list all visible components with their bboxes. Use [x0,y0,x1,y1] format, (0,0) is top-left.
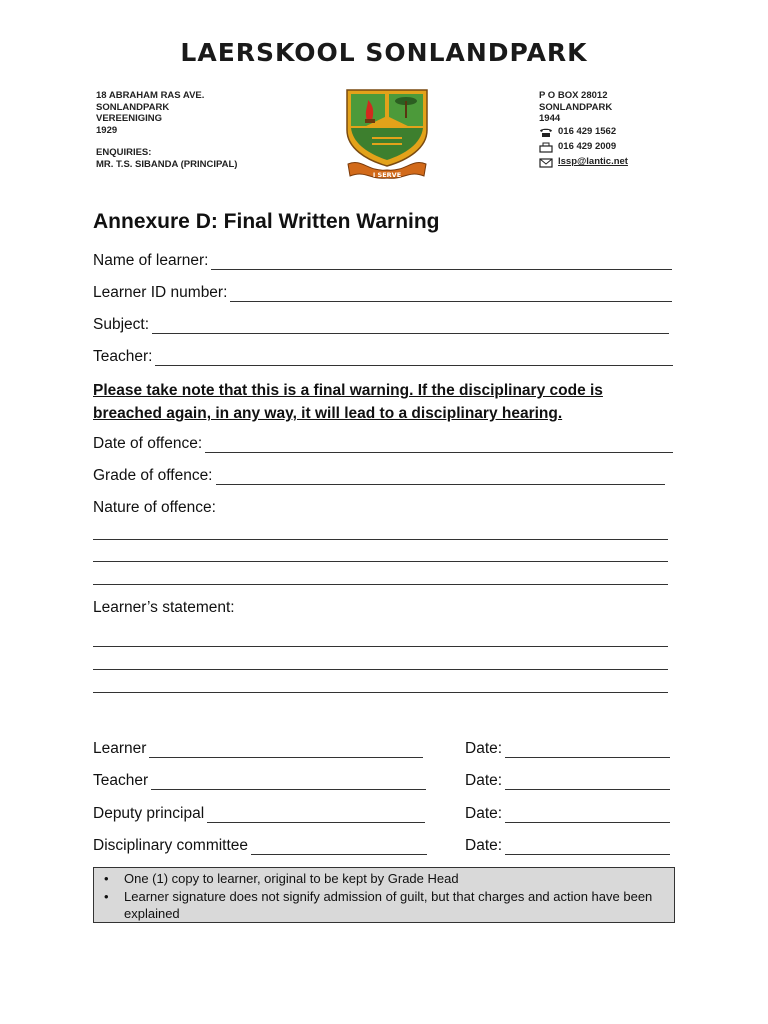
date-line[interactable] [505,744,670,758]
email-link[interactable]: lssp@lantic.net [558,156,628,168]
fax-number: 016 429 2009 [558,141,617,153]
learners-statement-line[interactable] [93,692,668,693]
nature-of-offence-label: Nature of offence: [93,499,216,516]
signature-line[interactable] [149,744,423,758]
signature-line[interactable] [151,776,426,790]
school-address [96,90,237,170]
signature-line[interactable] [207,809,425,823]
signature-label: Deputy principal [93,805,205,822]
notice-line: Please take note that this is a final warning. If the disciplinary code is [93,382,603,399]
phone-row [539,125,628,140]
field-grade-of-offence[interactable] [93,467,665,485]
address-line: 18 ABRAHAM RAS AVE. [96,90,205,101]
date-line[interactable] [505,776,670,790]
phone-icon [539,127,553,138]
date-line[interactable] [505,841,670,855]
notice-line: breached again, in any way, it will lead to a disciplinary hearing. [93,405,563,422]
signature-line[interactable] [251,841,427,855]
date-label: Date: [465,772,503,789]
enquiries-contact: MR. T.S. SIBANDA (PRINCIPAL) [96,158,238,170]
school-contact [539,90,628,170]
final-warning-notice [93,379,653,425]
fax-row [539,140,628,155]
enquiries-label: ENQUIRIES: [96,147,152,158]
note-item: • One (1) copy to learner, original to be kept by Grade Head [102,870,668,888]
learners-statement-line[interactable] [93,669,668,670]
nature-of-offence-line[interactable] [93,539,668,540]
fill-line[interactable] [155,352,673,366]
date-learner[interactable] [465,740,670,758]
learners-statement-line[interactable] [93,646,668,647]
field-date-of-offence[interactable] [93,435,673,453]
address-line: VEREENIGING [96,113,162,124]
school-name: LAERSKOOL SONLANDPARK [180,38,588,67]
signature-teacher[interactable] [93,772,426,790]
address-line: 1929 [96,124,118,136]
date-teacher[interactable] [465,772,670,790]
field-learner-id[interactable] [93,284,672,302]
fill-line[interactable] [216,471,666,485]
date-line[interactable] [505,809,670,823]
date-deputy-principal[interactable] [465,805,670,823]
field-label: Name of learner: [93,252,209,269]
nature-of-offence-line[interactable] [93,584,668,585]
field-label: Date of offence: [93,435,203,452]
date-disciplinary-committee[interactable] [465,837,670,855]
field-label: Teacher: [93,348,153,365]
signature-learner[interactable] [93,740,423,758]
postal-line: SONLANDPARK [539,101,613,113]
school-crest-logo [342,86,432,182]
postal-line: P O BOX 28012 [539,90,608,101]
date-label: Date: [465,837,503,854]
phone-number: 016 429 1562 [558,126,617,138]
address-line: SONLANDPARK [96,101,170,113]
crest-motto: I SERVE [372,171,402,179]
fill-line[interactable] [205,439,673,453]
date-label: Date: [465,805,503,822]
field-subject[interactable] [93,316,669,334]
field-teacher[interactable] [93,348,673,366]
field-label: Subject: [93,316,150,333]
field-label: Grade of offence: [93,467,213,484]
signature-label: Disciplinary committee [93,837,249,854]
postal-line: 1944 [539,113,561,124]
signature-deputy-principal[interactable] [93,805,425,823]
learners-statement-label: Learner’s statement: [93,599,235,616]
field-name-of-learner[interactable] [93,252,672,270]
signature-label: Teacher [93,772,149,789]
signature-label: Learner [93,740,147,757]
fill-line[interactable] [230,288,672,302]
document-title: Annexure D: Final Written Warning [93,210,440,233]
email-icon [539,157,553,168]
fax-icon [539,142,553,153]
email-row [539,155,628,170]
signature-disciplinary-committee[interactable] [93,837,427,855]
field-label: Learner ID number: [93,284,228,301]
date-label: Date: [465,740,503,757]
fill-line[interactable] [211,256,672,270]
fill-line[interactable] [152,320,669,334]
note-item: • Learner signature does not signify admission of guilt, but that charges and action have been explained [102,888,668,923]
nature-of-offence-line[interactable] [93,561,668,562]
notes-box [93,867,675,923]
